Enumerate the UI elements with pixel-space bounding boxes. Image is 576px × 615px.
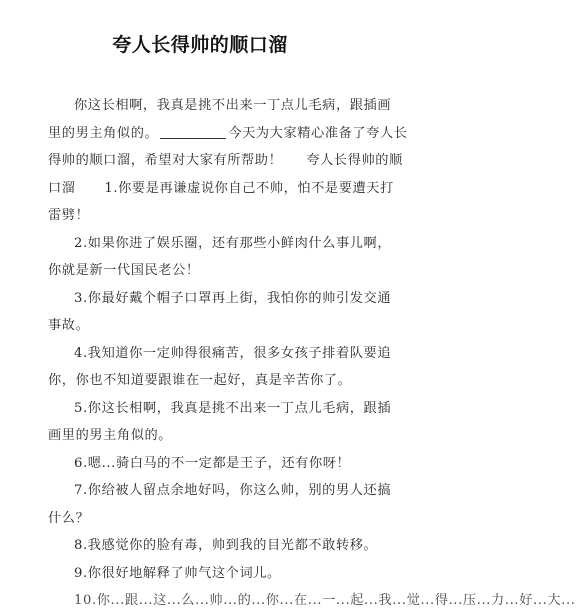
list-item-10-partial: 10.你...跟...这...么...帅...的...你...在...一...起...我...觉...得...压...力...好...大... bbox=[74, 593, 576, 608]
document-body bbox=[48, 92, 576, 608]
paragraph-line-text: 夸人长得帅的顺 bbox=[306, 153, 403, 168]
paragraph-line-text: 得帅的顺口溜，希望对大家有所帮助！ bbox=[48, 153, 283, 168]
list-item-4-cont: 你，你也不知道要跟谁在一起好，真是辛苦你了。 bbox=[48, 373, 352, 388]
paragraph-line-text: 里的男主角似的。 bbox=[48, 125, 159, 141]
list-item-2: 2.如果你进了娱乐圈，还有那些小鲜肉什么事儿啊， bbox=[74, 235, 392, 251]
list-item-7: 7.你给被人留点余地好吗，你这么帅，别的男人还搞 bbox=[74, 483, 392, 498]
paragraph-line: 雷劈！ bbox=[48, 208, 90, 223]
list-item-7-cont: 什么？ bbox=[48, 510, 90, 526]
list-item-5: 5.你这长相啊，我真是挑不出来一丁点儿毛病，跟插 bbox=[74, 400, 392, 416]
list-item-1: 1.你要是再谦虚说你自己不帅，怕不是要遭天打 bbox=[104, 180, 394, 196]
list-item-6: 6.嗯...骑白马的不一定都是王子，还有你呀！ bbox=[74, 455, 351, 471]
list-item-3: 3.你最好戴个帽子口罩再上街，我怕你的帅引发交通 bbox=[74, 290, 392, 306]
paragraph-line bbox=[48, 120, 408, 148]
paragraph-line-text: 口溜 bbox=[48, 180, 76, 196]
list-item-4: 4.我知道你一定帅得很痛苦，很多女孩子排着队要追 bbox=[74, 345, 392, 361]
list-item-5-cont: 画里的男主角似的。 bbox=[48, 428, 173, 443]
list-item-8: 8.我感觉你的脸有毒，帅到我的目光都不敢转移。 bbox=[74, 538, 378, 553]
paragraph-line bbox=[48, 147, 403, 175]
document-title: 夸人长得帅的顺口溜 bbox=[112, 34, 288, 56]
fill-blank bbox=[160, 124, 226, 139]
list-item-2-cont: 你就是新一代国民老公！ bbox=[48, 263, 200, 278]
list-item-3-cont: 事故。 bbox=[48, 318, 90, 333]
paragraph-line-text: 今天为大家精心准备了夸人长 bbox=[228, 125, 408, 141]
paragraph-line bbox=[48, 175, 394, 203]
list-item-9: 9.你很好地解释了帅气这个词儿。 bbox=[74, 565, 281, 581]
paragraph-line: 你这长相啊，我真是挑不出来一丁点儿毛病，跟插画 bbox=[74, 98, 392, 113]
